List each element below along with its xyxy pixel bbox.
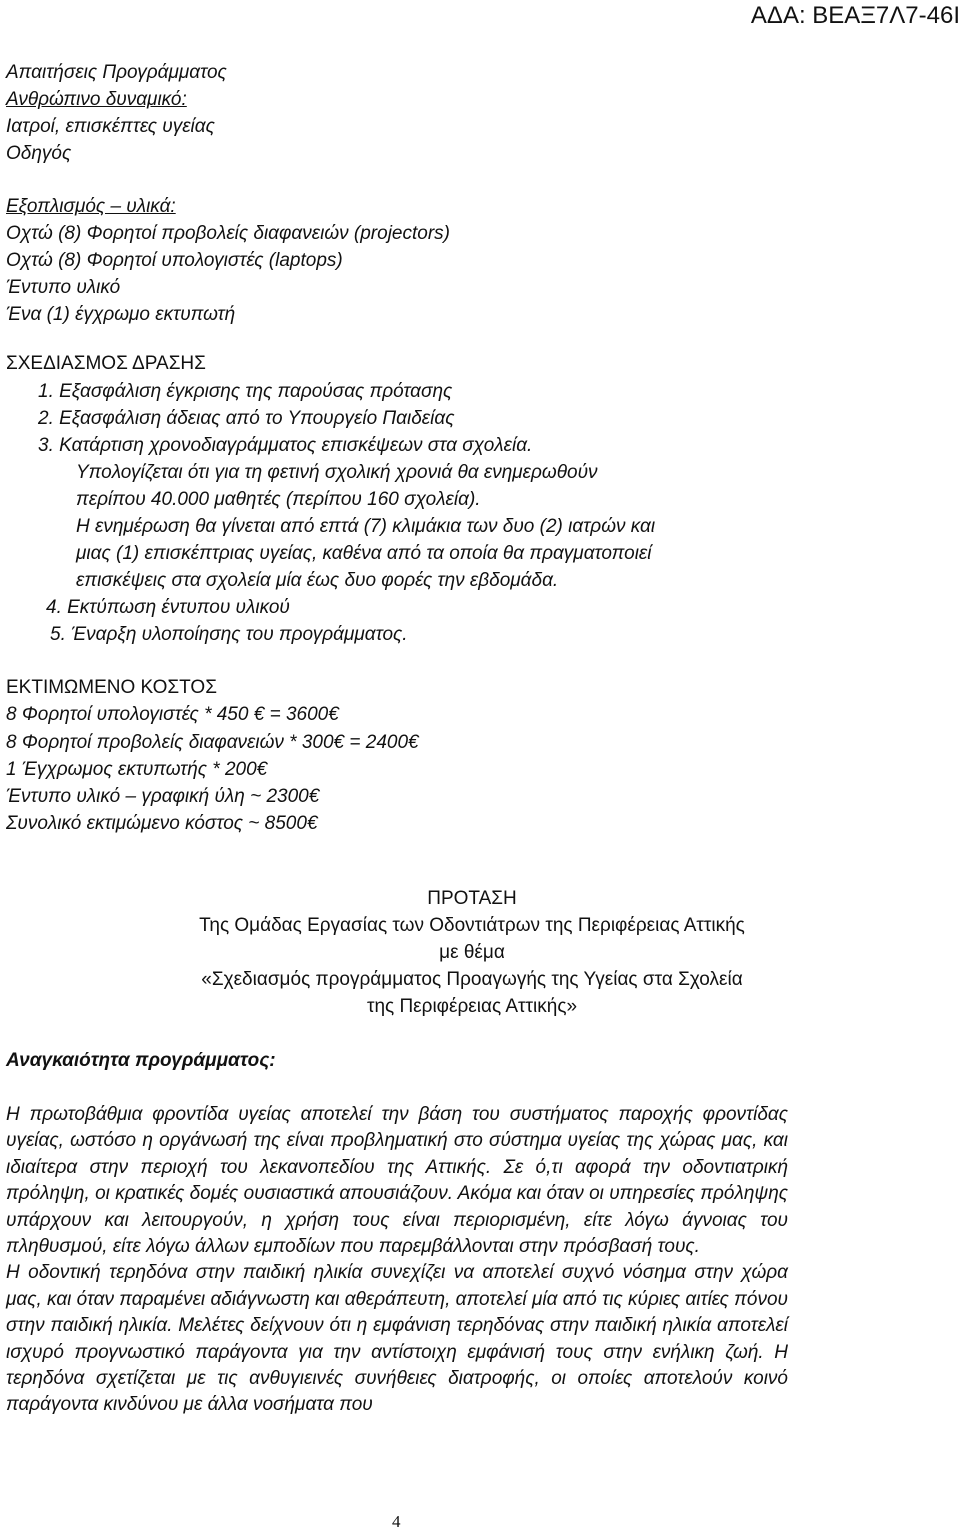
plan-detail: Η ενημέρωση θα γίνεται από επτά (7) κλιμάκια των δυο (2) ιατρών και: [76, 516, 656, 537]
proposal-line: «Σχεδιασμός προγράμματος Προαγωγής της Υγείας στα Σχολεία: [201, 969, 743, 990]
cost-line: 8 Φορητοί υπολογιστές * 450 € = 3600€: [6, 704, 339, 725]
proposal-line: με θέμα: [439, 942, 505, 963]
staff-item: Οδηγός: [6, 143, 72, 164]
plan-item: 2. Εξασφάλιση άδειας από το Υπουργείο Παιδείας: [38, 408, 455, 429]
necessity-body: [6, 1102, 788, 1419]
plan-detail: επισκέψεις στα σχολεία μία έως δυο φορές την εβδομάδα.: [76, 570, 559, 591]
cost-line: Συνολικό εκτιμώμενο κόστος ~ 8500€: [6, 813, 318, 834]
plan-item: 3. Κατάρτιση χρονοδιαγράμματος επισκέψεων στα σχολεία.: [38, 435, 533, 456]
plan-item: 4. Εκτύπωση έντυπου υλικού: [46, 597, 290, 618]
plan-item: 5. Έναρξη υλοποίησης του προγράμματος.: [50, 624, 408, 645]
necessity-paragraph: Η πρωτοβάθμια φροντίδα υγείας αποτελεί την βάση του συστήματος παροχής φροντίδας υγείας, ωστόσο η οργάνωσή της είναι προβληματική στο σύστημα υγείας της χώρας μας, και ιδιαίτερα στην περιοχή του λεκανοπεδίου της Αττικής. Σε ό,τι αφορά την οδοντιατρική πρόληψη, οι κρατικές δομές ουσιαστικά απουσιάζουν. Ακόμα και όταν οι υπηρεσίες πρόληψης υπάρχουν και λειτουργούν, η χρήση τους είναι περιορισμένη, είτε λόγω άγνοιας του πληθυσμού, είτε λόγω άλλων εμποδίων που παρεμβάλλονται στην πρόσβασή τους.: [6, 1104, 788, 1258]
staff-item: Ιατροί, επισκέπτες υγείας: [6, 116, 215, 137]
necessity-paragraph: Η οδοντική τερηδόνα στην παιδική ηλικία συνεχίζει να αποτελεί συχνό νόσημα στην χώρα μας, και όταν παραμένει αδιάγνωστη και αθεράπευτη, αποτελεί μία από τις κύριες αιτίες πόνου στην παιδική ηλικία. Μελέτες δείχνουν ότι η εμφάνιση τερηδόνας στην παιδική ηλικία αποτελεί ισχυρό προγνωστικό παράγοντα για την αντίστοιχη εμφάνισή τους στην ενήλικη ζωή. Η τερηδόνα σχετίζεται με τις ανθυγιεινές συνήθειες διατροφής, οι οποίες αποτελούν κοινό παράγοντα κινδύνου με άλλα νοσήματα που: [6, 1262, 788, 1416]
plan-title: ΣΧΕΔΙΑΣΜΟΣ ΔΡΑΣΗΣ: [6, 353, 206, 374]
equipment-heading: Εξοπλισμός – υλικά:: [6, 196, 176, 217]
plan-detail: περίπου 40.000 μαθητές (περίπου 160 σχολεία).: [76, 489, 481, 510]
equipment-item: Ένα (1) έγχρωμο εκτυπωτή: [6, 304, 236, 325]
equipment-item: Οχτώ (8) Φορητοί υπολογιστές (laptops): [6, 250, 343, 271]
plan-detail: μιας (1) επισκέπτριας υγείας, καθένα από τα οποία θα πραγματοποιεί: [76, 543, 652, 564]
proposal-title: ΠΡΟΤΑΣΗ: [427, 888, 517, 909]
page-number: 4: [392, 1512, 401, 1531]
plan-detail: Υπολογίζεται ότι για τη φετινή σχολική χρονιά θα ενημερωθούν: [76, 462, 598, 483]
equipment-item: Έντυπο υλικό: [6, 277, 121, 298]
equipment-item: Οχτώ (8) Φορητοί προβολείς διαφανειών (projectors): [6, 223, 450, 244]
cost-line: 1 Έγχρωμος εκτυπωτής * 200€: [6, 759, 268, 780]
proposal-line: της Περιφέρειας Αττικής»: [366, 996, 578, 1017]
cost-line: 8 Φορητοί προβολείς διαφανειών * 300€ = 2400€: [6, 732, 419, 753]
cost-title: ΕΚΤΙΜΩΜΕΝΟ ΚΟΣΤΟΣ: [6, 677, 217, 698]
plan-item: 1. Εξασφάλιση έγκρισης της παρούσας πρότασης: [38, 381, 453, 402]
cost-line: Έντυπο υλικό – γραφική ύλη ~ 2300€: [6, 786, 320, 807]
staff-heading: Ανθρώπινο δυναμικό:: [6, 89, 187, 110]
requirements-title: Απαιτήσεις Προγράμματος: [6, 62, 227, 83]
proposal-line: Της Ομάδας Εργασίας των Οδοντιάτρων της Περιφέρειας Αττικής: [199, 915, 745, 936]
necessity-heading: Αναγκαιότητα προγράμματος:: [6, 1050, 276, 1071]
document-id: ΑΔΑ: ΒΕΑΞ7Λ7-46Ι: [750, 2, 960, 29]
